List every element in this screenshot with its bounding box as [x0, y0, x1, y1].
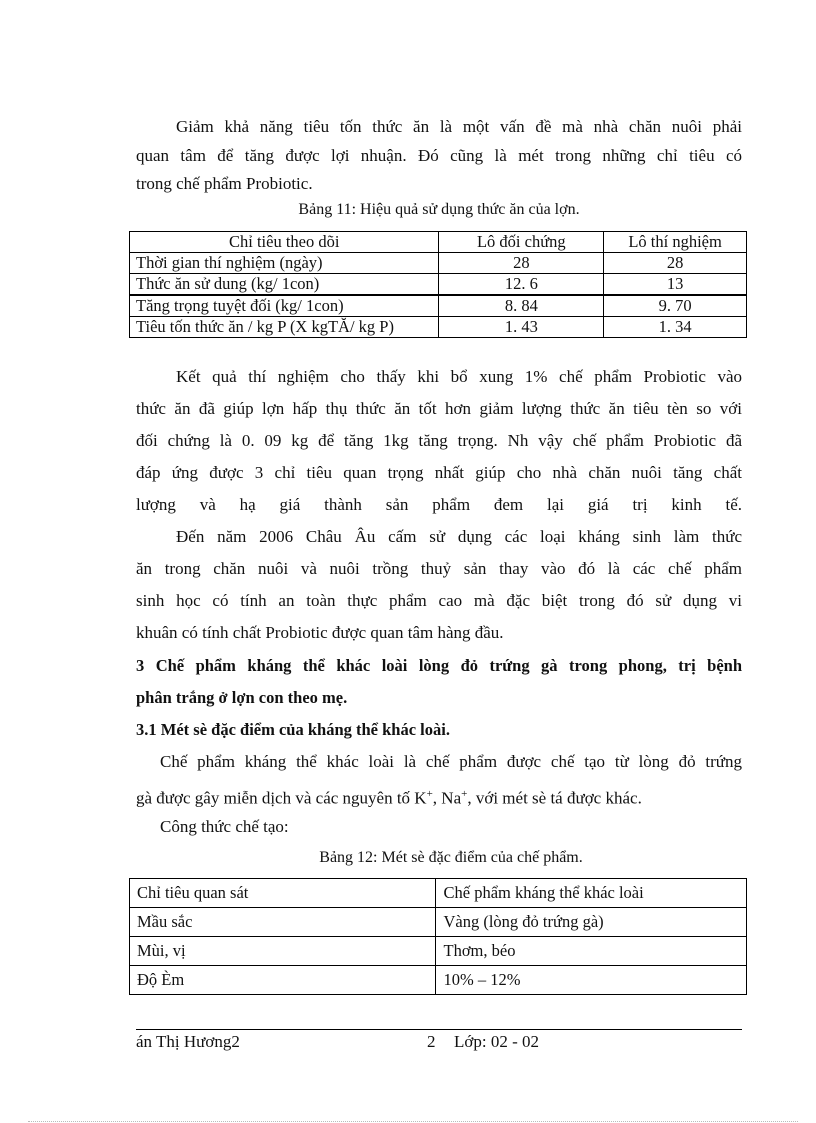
table-row — [130, 966, 747, 995]
table-cell: 12. 6 — [439, 274, 604, 296]
table-cell: Mùi, vị — [130, 937, 436, 966]
superscript-plus: + — [461, 788, 468, 800]
table-cell: 8. 84 — [439, 295, 604, 317]
page-bottom-border — [28, 1121, 798, 1122]
table-12-header-observed: Chỉ tiêu quan sát — [130, 879, 436, 908]
table-cell: 10% – 12% — [436, 966, 747, 995]
section-3-heading-line-1: 3 Chế phẩm kháng thể khác loài lòng đỏ trứng gà trong phong, trị bệnh — [136, 656, 742, 675]
table-cell: 1. 34 — [604, 317, 747, 338]
prep-line-1: Chế phẩm kháng thể khác loài là chế phẩm được chế tạo từ lòng đỏ trứng — [160, 752, 742, 771]
prep-line-2-text-b: , Na — [432, 788, 462, 808]
result-line-3: đối chứng là 0. 09 kg để tăng 1kg tăng trọng. Nh vậy chế phẩm Probiotic đã — [136, 431, 742, 450]
table-row — [130, 253, 747, 274]
table-cell: Vàng (lòng đỏ trứng gà) — [436, 908, 747, 937]
intro-line-3: trong chế phẩm Probiotic. — [136, 174, 313, 193]
section-3-1-heading: 3.1 Mét sè đặc điểm của kháng thể khác loài. — [136, 720, 450, 739]
table-cell: Thời gian thí nghiệm (ngày) — [130, 253, 439, 274]
formula-label: Công thức chế tạo: — [160, 817, 289, 836]
table-11-caption: Bảng 11: Hiệu quả sử dụng thức ăn của lợn. — [298, 201, 580, 218]
europe-line-2: ăn trong chăn nuôi và nuôi trồng thuỷ sản thay vào đó là các chế phẩm — [136, 559, 742, 578]
result-line-2: thức ăn đã giúp lợn hấp thụ thức ăn tốt hơn giảm lượng thức ăn tiêu tèn so với — [136, 399, 742, 418]
europe-line-3: sinh học có tính an toàn thực phẩm cao mà đặc biệt trong đó sử dụng vi — [136, 591, 742, 610]
table-cell: Thức ăn sử dung (kg/ 1con) — [130, 274, 439, 296]
footer-divider — [136, 1029, 742, 1030]
table-row — [130, 317, 747, 338]
table-cell: Độ Èm — [130, 966, 436, 995]
prep-line-2 — [136, 778, 742, 815]
table-cell: Tăng trọng tuyệt đối (kg/ 1con) — [130, 295, 439, 317]
europe-line-1: Đến năm 2006 Châu Âu cấm sử dụng các loại kháng sinh làm thức — [176, 527, 742, 546]
footer-author: án Thị Hương2 — [136, 1032, 240, 1051]
table-12 — [129, 878, 747, 995]
table-cell: Mầu sắc — [130, 908, 436, 937]
table-cell: 28 — [439, 253, 604, 274]
result-line-5: lượng và hạ giá thành sản phẩm đem lại giá trị kinh tế. — [136, 495, 742, 514]
prep-line-2-text-a: gà được gây miễn dịch và các nguyên tố K — [136, 788, 427, 808]
intro-line-2: quan tâm để tăng được lợi nhuận. Đó cũng là mét trong những chỉ tiêu có — [136, 146, 742, 165]
table-row — [130, 295, 747, 317]
result-line-1: Kết quả thí nghiệm cho thấy khi bổ xung 1% chế phẩm Probiotic vào — [176, 367, 742, 386]
table-cell: 1. 43 — [439, 317, 604, 338]
table-11-header-control: Lô đối chứng — [439, 232, 604, 253]
table-11 — [129, 231, 747, 338]
table-12-header-row — [130, 879, 747, 908]
result-line-4: đáp ứng được 3 chỉ tiêu quan trọng nhất giúp cho nhà chăn nuôi tăng chất — [136, 463, 742, 482]
table-11-header-experiment: Lô thí nghiệm — [604, 232, 747, 253]
prep-line-2-text-c: , với mét sè tá được khác. — [467, 788, 642, 808]
table-12-header-product: Chế phẩm kháng thể khác loài — [436, 879, 747, 908]
table-11-header-indicator: Chỉ tiêu theo dõi — [130, 232, 439, 253]
footer-page-number: 2 — [427, 1032, 436, 1051]
table-row — [130, 937, 747, 966]
section-3-heading-line-2: phân trắng ở lợn con theo mẹ. — [136, 688, 348, 707]
table-12-caption: Bảng 12: Mét sè đặc điểm của chế phẩm. — [319, 849, 583, 866]
table-cell: 28 — [604, 253, 747, 274]
table-cell: Thơm, béo — [436, 937, 747, 966]
intro-line-1: Giảm khả năng tiêu tốn thức ăn là một vấn đề mà nhà chăn nuôi phải — [176, 117, 742, 136]
table-11-header-row — [130, 232, 747, 253]
europe-line-4: khuân có tính chất Probiotic được quan tâm hàng đầu. — [136, 623, 504, 642]
footer-class: Lớp: 02 - 02 — [454, 1032, 540, 1051]
table-cell: 9. 70 — [604, 295, 747, 317]
table-cell: 13 — [604, 274, 747, 296]
table-row — [130, 908, 747, 937]
table-row — [130, 274, 747, 296]
table-cell: Tiêu tốn thức ăn / kg P (X kgTĂ/ kg P) — [130, 317, 439, 338]
superscript-plus: + — [426, 788, 433, 800]
